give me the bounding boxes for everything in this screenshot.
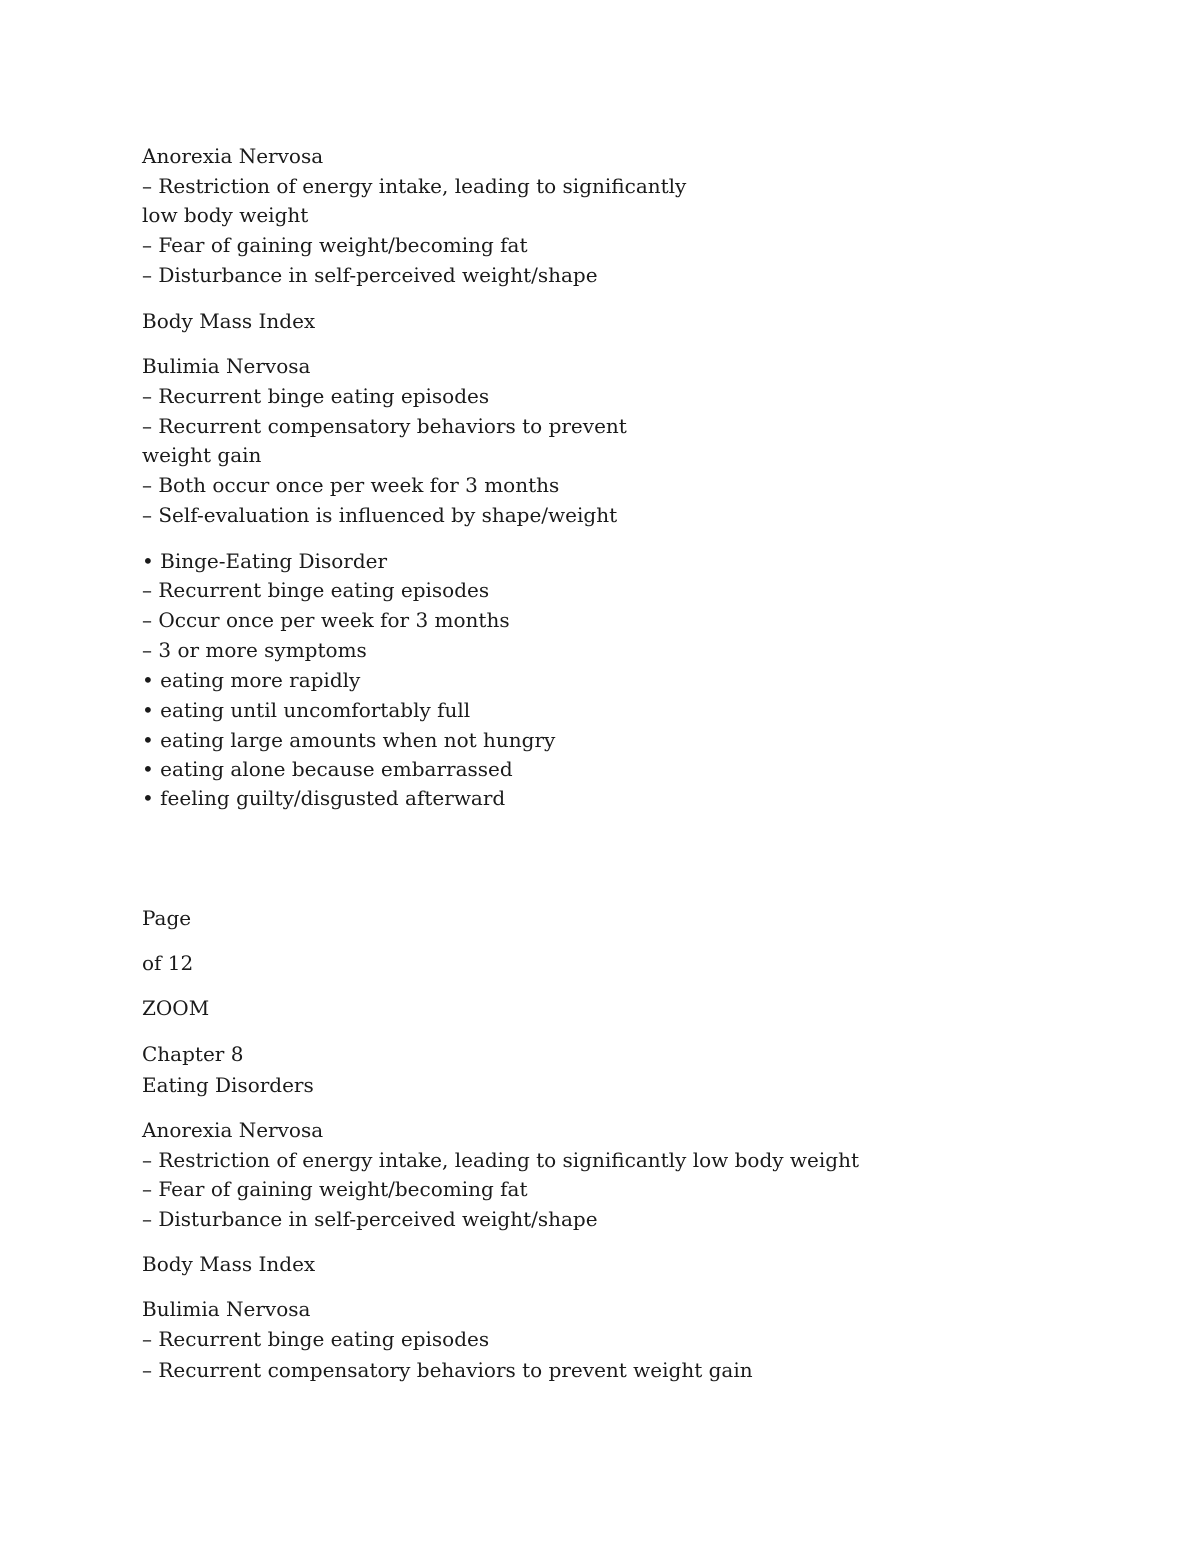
text-line: weight gain	[142, 443, 262, 467]
text-line: – 3 or more symptoms	[142, 638, 367, 662]
text-line: – Fear of gaining weight/becoming fat	[142, 233, 528, 257]
text-line: – Fear of gaining weight/becoming fat	[142, 1177, 528, 1201]
heading-body-mass-index: Body Mass Index	[142, 1252, 316, 1276]
text-line: – Recurrent binge eating episodes	[142, 1327, 490, 1351]
zoom-label: ZOOM	[142, 996, 210, 1020]
text-line: – Disturbance in self-perceived weight/shape	[142, 263, 598, 287]
text-line: – Restriction of energy intake, leading to significantly low body weight	[142, 1148, 860, 1172]
text-line: – Both occur once per week for 3 months	[142, 473, 560, 497]
text-line: – Occur once per week for 3 months	[142, 608, 510, 632]
chapter-label: Chapter 8	[142, 1042, 244, 1066]
text-line: – Recurrent compensatory behaviors to prevent weight gain	[142, 1358, 753, 1382]
page-count-label: of 12	[142, 951, 194, 975]
text-line: – Self-evaluation is influenced by shape/weight	[142, 503, 618, 527]
list-item: • feeling guilty/disgusted afterward	[142, 786, 506, 810]
heading-bulimia-nervosa: Bulimia Nervosa	[142, 354, 311, 378]
text-line: – Restriction of energy intake, leading to significantly	[142, 174, 687, 198]
text-line: low body weight	[142, 203, 309, 227]
text-line: – Recurrent binge eating episodes	[142, 578, 490, 602]
heading-bulimia-nervosa: Bulimia Nervosa	[142, 1297, 311, 1321]
heading-anorexia-nervosa: Anorexia Nervosa	[142, 1118, 324, 1142]
heading-anorexia-nervosa: Anorexia Nervosa	[142, 144, 324, 168]
heading-body-mass-index: Body Mass Index	[142, 309, 316, 333]
list-item: • eating more rapidly	[142, 668, 361, 692]
text-line: – Disturbance in self-perceived weight/shape	[142, 1207, 598, 1231]
text-line: – Recurrent compensatory behaviors to prevent	[142, 414, 627, 438]
chapter-title: Eating Disorders	[142, 1073, 314, 1097]
list-item: • eating until uncomfortably full	[142, 698, 471, 722]
list-item: • eating large amounts when not hungry	[142, 728, 556, 752]
list-item: • eating alone because embarrassed	[142, 757, 513, 781]
text-line: – Recurrent binge eating episodes	[142, 384, 490, 408]
page-label: Page	[142, 906, 192, 930]
heading-binge-eating-disorder: • Binge-Eating Disorder	[142, 549, 388, 573]
